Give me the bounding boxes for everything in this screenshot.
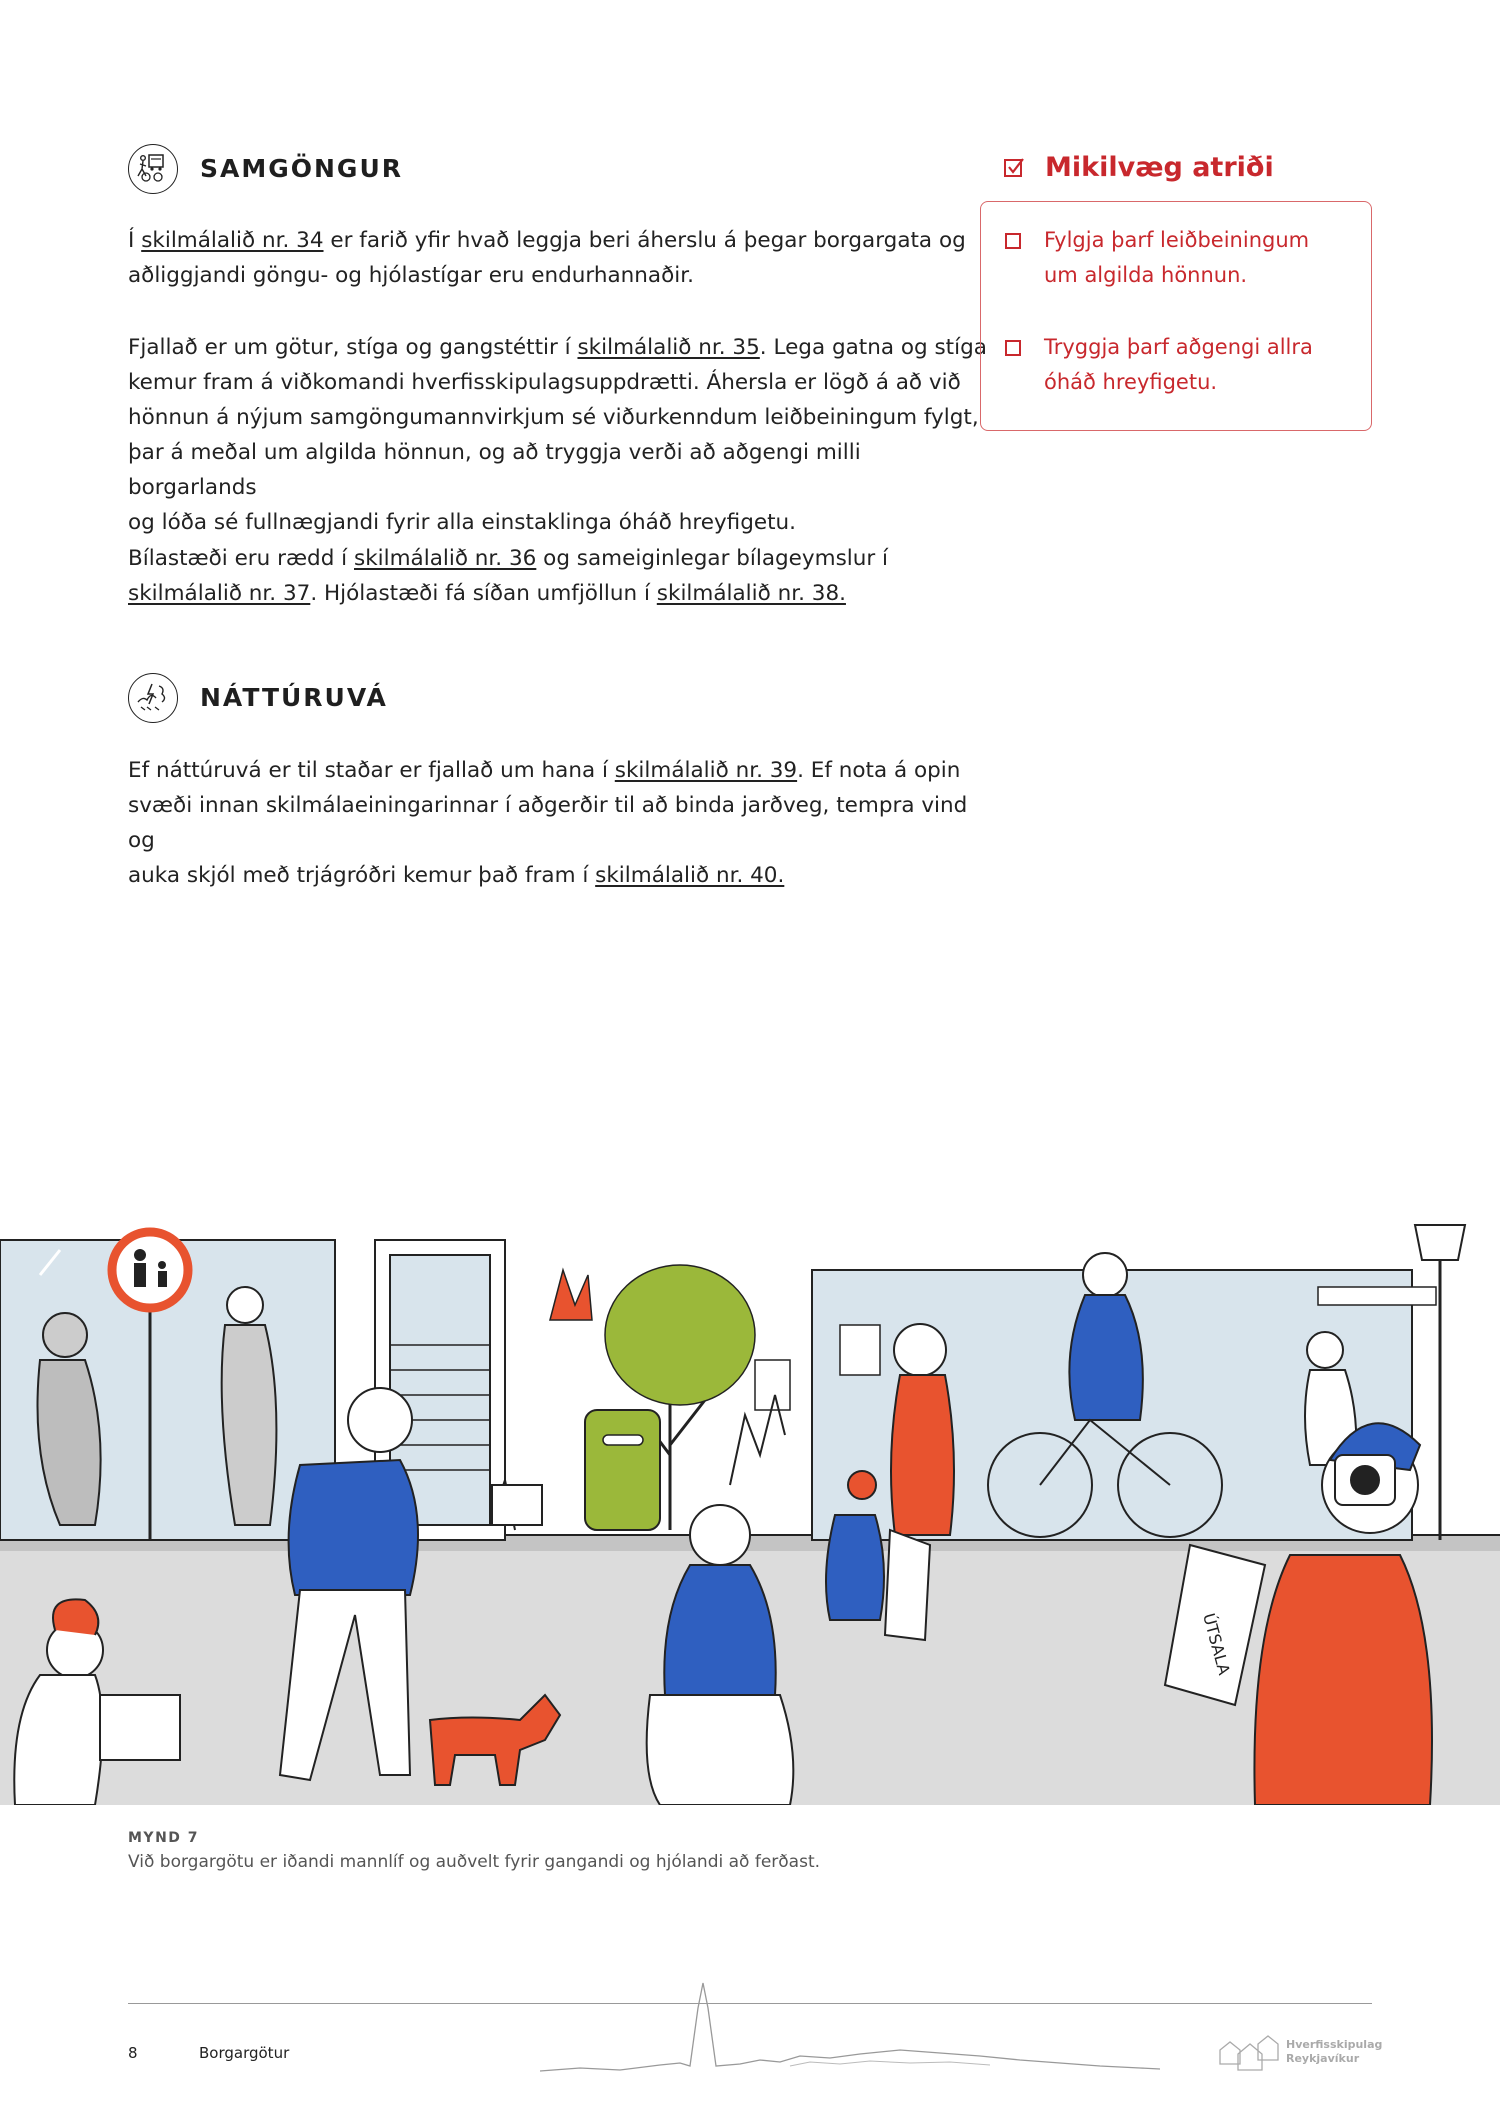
figure-label: MYND 7	[128, 1830, 200, 1846]
skyline-drawing	[540, 1978, 1160, 2078]
key-point-1: Fylgja þarf leiðbeiningum um algilda hönnun.	[1044, 228, 1310, 287]
checkbox-1[interactable]	[1005, 233, 1021, 249]
section-title-natturuva: NÁTTÚRUVÁ	[200, 683, 388, 712]
checkbox-2[interactable]	[1005, 340, 1021, 356]
figure-caption: Við borgargötu er iðandi mannlíf og auðvelt fyrir gangandi og hjólandi að ferðast.	[128, 1852, 821, 1872]
natturuva-paragraph: Ef náttúruvá er til staðar er fjallað um hana í skilmálalið nr. 39. Ef nota á opin svæði innan skilmálaeiningarinnar í aðgerðir til að binda jarðveg, tempra vind og auka skjól með trjágróðri kemur það fram í skilmálalið nr. 40.	[128, 758, 968, 888]
street-illustration	[0, 1195, 1500, 1805]
samgongur-paragraph-3: Bílastæði eru rædd í skilmálalið nr. 36 og sameiginlegar bílageymslur í skilmálalið nr. 37. Hjólastæði fá síðan umfjöllun í skilmálalið nr. 38.	[128, 546, 889, 606]
logo-text-line-2: Reykjavíkur	[1286, 2052, 1360, 2065]
transport-icon	[128, 144, 178, 194]
footer-section-name: Borgargötur	[199, 2044, 290, 2062]
logo-text-line-1: Hverfisskipulag	[1286, 2038, 1383, 2051]
houses-logo-icon	[1218, 2030, 1284, 2072]
link-skilmalalid-38[interactable]: skilmálalið nr. 38.	[656, 581, 846, 606]
key-points-title: Mikilvæg atriði	[1045, 152, 1274, 183]
samgongur-paragraph-1: Í skilmálalið nr. 34 er farið yfir hvað leggja beri áherslu á þegar borgargata og aðliggjandi göngu- og hjólastígar eru endurhannaðir.	[128, 228, 966, 288]
sale-sign-text: ÚTSALA	[1199, 1611, 1234, 1677]
key-points-box	[980, 201, 1372, 431]
link-skilmalalid-36[interactable]: skilmálalið nr. 36	[354, 546, 537, 571]
hverfisskipulag-logo	[1218, 2030, 1383, 2072]
page-number: 8	[128, 2044, 138, 2062]
nature-hazard-icon	[128, 673, 178, 723]
checkbox-checked-icon	[1003, 156, 1027, 180]
link-skilmalalid-37[interactable]: skilmálalið nr. 37	[128, 581, 311, 606]
link-skilmalalid-39[interactable]: skilmálalið nr. 39	[614, 758, 798, 783]
samgongur-paragraph-2: Fjallað er um götur, stíga og gangstéttir í skilmálalið nr. 35. Lega gatna og stíga kemur fram á viðkomandi hverfisskipulagsuppdrætti. Áhersla er lögð á að við hönnun á nýjum samgöngumannvirkjum sé viðurkenndum leiðbeiningum fylgt, þar á meðal um algilda hönnun, og að tryggja verði að aðgengi milli borgarlands og lóða sé fullnægjandi fyrir alla einstaklinga óháð hreyfigetu.	[128, 335, 987, 535]
section-title-samgongur: SAMGÖNGUR	[200, 154, 403, 183]
link-skilmalalid-40[interactable]: skilmálalið nr. 40.	[595, 863, 785, 888]
key-point-2: Tryggja þarf aðgengi allra óháð hreyfigetu.	[1044, 335, 1313, 394]
link-skilmalalid-34[interactable]: skilmálalið nr. 34	[141, 228, 324, 253]
link-skilmalalid-35[interactable]: skilmálalið nr. 35	[577, 335, 760, 360]
